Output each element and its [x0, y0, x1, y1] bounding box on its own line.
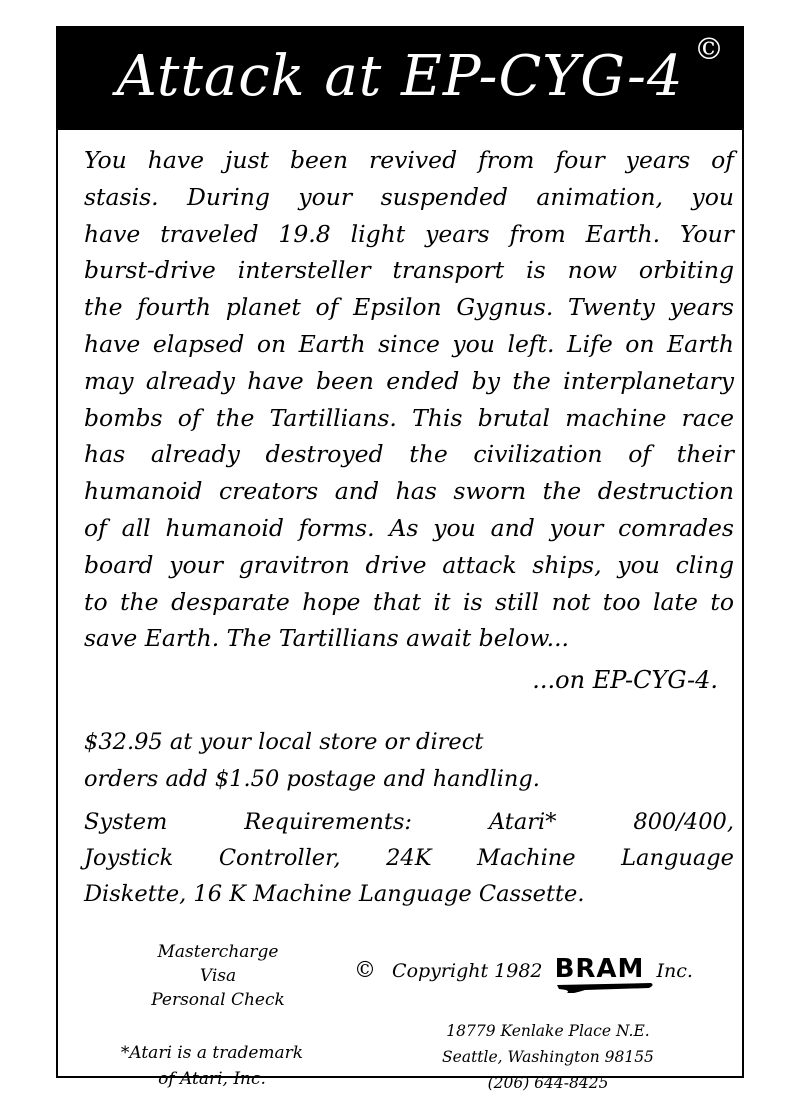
title-copyright-symbol: © [694, 32, 724, 67]
story-line: to the desparate hope that it is still not too late to [84, 587, 734, 616]
bram-logo [555, 954, 645, 984]
story-line: You have just been revived from four years of [84, 146, 734, 174]
payment-method: Personal Check [151, 990, 285, 1010]
logo-underline-swoosh [555, 982, 655, 994]
price-line: orders add $1.50 postage and handling. [84, 766, 540, 792]
advertisement [56, 26, 744, 1092]
story-line: have elapsed on Earth since you left. Life on Earth [84, 329, 734, 358]
story-line: stasis. During your suspended animation, you [84, 182, 734, 211]
copyright-line [354, 954, 693, 984]
requirements-line: Joystick Controller, 24K Machine Language [84, 845, 734, 871]
story-line: humanoid creators and has sworn the destruction [84, 477, 734, 506]
story-line: bombs of the Tartillians. This brutal machine race [84, 403, 734, 432]
story-line: have traveled 19.8 light years from Earth. Your [84, 219, 734, 248]
requirements-line: System Requirements: Atari* 800/400, [84, 809, 734, 835]
trademark-line: of Atari, Inc. [158, 1069, 266, 1089]
system-requirements [84, 804, 734, 912]
requirements-line: Diskette, 16 K Machine Language Cassette. [84, 881, 585, 907]
price-info [84, 724, 684, 798]
price-line: $32.95 at your local store or direct [84, 729, 484, 755]
bram-logo-text: BRAM [554, 954, 645, 984]
company-address [408, 1018, 688, 1096]
story-text [84, 142, 734, 657]
payment-method: Mastercharge [157, 942, 279, 962]
signoff: ...on EP-CYG-4. [532, 666, 718, 694]
story-line: save Earth. The Tartillians await below... [84, 624, 570, 653]
story-line: has already destroyed the civilization of their [84, 440, 734, 469]
phone-number: (206) 644-8425 [487, 1074, 609, 1092]
trademark-notice [82, 1040, 342, 1092]
story-line: board your gravitron drive attack ships, you cling [84, 550, 734, 579]
trademark-line: *Atari is a trademark [120, 1043, 304, 1063]
story-line: of all humanoid forms. As you and your comrades [84, 513, 734, 542]
payment-methods [118, 940, 318, 1012]
copyright-symbol: © [354, 958, 376, 983]
story-line: the fourth planet of Epsilon Gygnus. Twenty years [84, 293, 734, 322]
story-line: burst-drive intersteller transport is now orbiting [84, 256, 734, 285]
game-title: Attack at EP-CYG-4 [116, 44, 684, 109]
address-line: Seattle, Washington 98155 [442, 1048, 654, 1066]
payment-method: Visa [199, 966, 237, 986]
copyright-text: Copyright 1982 [392, 960, 543, 982]
story-line: may already have been ended by the interplanetary [84, 366, 734, 395]
copyright-suffix: Inc. [656, 960, 693, 982]
title-banner [58, 28, 742, 130]
address-line: 18779 Kenlake Place N.E. [446, 1022, 650, 1040]
